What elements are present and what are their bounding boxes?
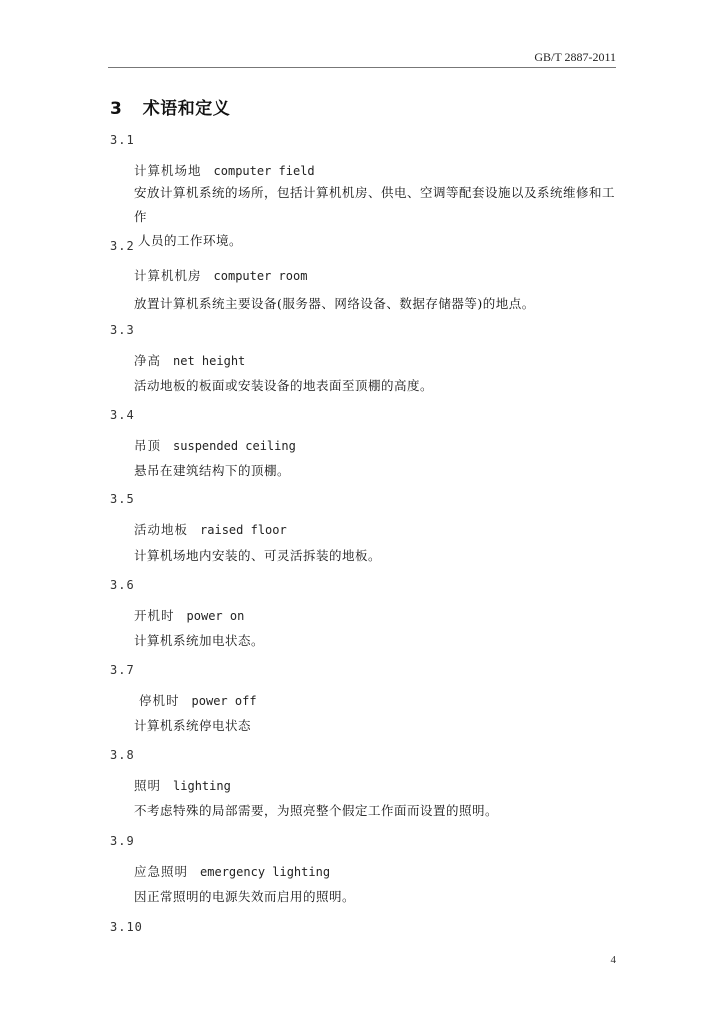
term-3-3 — [134, 351, 245, 369]
term-3-9 — [134, 862, 330, 880]
section-title-text: 术语和定义 — [142, 99, 231, 119]
definition-line-continued: 人员的工作环境。 — [138, 233, 243, 248]
entry-number-3-1: 3.1 — [110, 133, 135, 147]
term-cn: 吊顶 — [134, 438, 162, 453]
term-3-4 — [134, 436, 296, 454]
header-rule — [108, 67, 616, 68]
term-cn: 活动地板 — [134, 522, 189, 537]
entry-number-3-7: 3.7 — [110, 663, 135, 677]
entry-number-3-9: 3.9 — [110, 834, 135, 848]
section-title — [110, 94, 230, 119]
term-cn: 计算机机房 — [134, 268, 202, 283]
definition-3-6: 计算机系统加电状态。 — [134, 633, 265, 648]
term-cn: 停机时 — [139, 693, 180, 708]
term-3-5 — [134, 520, 287, 538]
term-3-8 — [134, 776, 231, 794]
term-3-6 — [134, 606, 244, 624]
term-cn: 照明 — [134, 778, 162, 793]
definition-3-5: 计算机场地内安装的、可灵活拆装的地板。 — [134, 548, 382, 563]
page-number: 4 — [610, 954, 616, 966]
term-en: emergency lighting — [200, 865, 331, 879]
entry-number-3-6: 3.6 — [110, 578, 135, 592]
entry-number-3-3: 3.3 — [110, 323, 135, 337]
definition-3-7: 计算机系统停电状态 — [134, 718, 252, 733]
definition-3-2: 放置计算机系统主要设备(服务器、网络设备、数据存储器等)的地点。 — [134, 296, 535, 311]
definition-line: 安放计算机系统的场所，包括计算机机房、供电、空调等配套设施以及系统维修和工作 — [134, 185, 616, 224]
definition-3-8: 不考虑特殊的局部需要，为照亮整个假定工作面而设置的照明。 — [134, 803, 499, 818]
entry-number-3-5: 3.5 — [110, 492, 135, 506]
definition-3-9: 因正常照明的电源失效而启用的照明。 — [134, 889, 356, 904]
entry-number-3-10: 3.10 — [110, 920, 143, 934]
entry-number-3-4: 3.4 — [110, 408, 135, 422]
header-standard-code: GB/T 2887-2011 — [534, 50, 616, 64]
term-en: raised floor — [200, 523, 287, 537]
term-cn: 应急照明 — [134, 864, 189, 879]
term-cn: 计算机场地 — [134, 163, 202, 178]
term-cn: 开机时 — [134, 608, 175, 623]
term-3-7 — [139, 691, 257, 709]
entry-number-3-2: 3.2 — [110, 239, 135, 253]
term-en: computer field — [213, 164, 315, 178]
term-en: net height — [173, 354, 246, 368]
term-3-1 — [134, 161, 315, 179]
term-3-2 — [134, 266, 307, 284]
entry-number-3-8: 3.8 — [110, 748, 135, 762]
definition-3-1 — [134, 181, 620, 253]
definition-3-4: 悬吊在建筑结构下的顶棚。 — [134, 463, 291, 478]
term-cn: 净高 — [134, 353, 162, 368]
term-en: lighting — [173, 779, 231, 793]
term-en: power on — [186, 609, 245, 623]
section-number: 3 — [110, 99, 123, 119]
term-en: suspended ceiling — [173, 439, 296, 453]
term-en: power off — [191, 694, 257, 708]
definition-3-3: 活动地板的板面或安装设备的地表面至顶棚的高度。 — [134, 378, 434, 393]
term-en: computer room — [213, 269, 308, 283]
